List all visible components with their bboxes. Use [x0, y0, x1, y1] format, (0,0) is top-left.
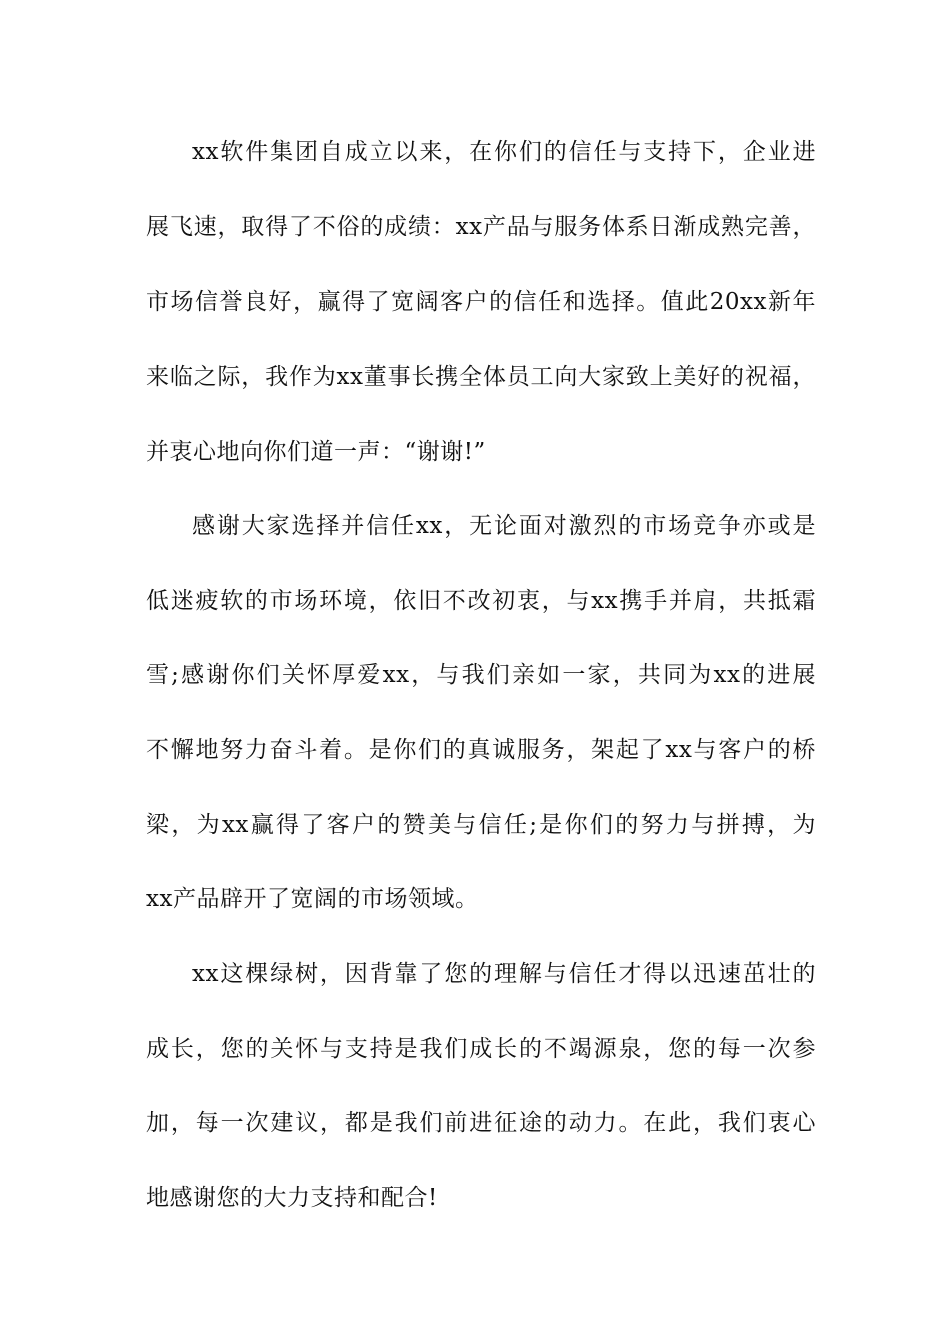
text-line: xx软件集团自成立以来，在你们的信任与支持下，企业进 — [192, 139, 816, 165]
text-line: 并衷心地向你们道一声：“谢谢!” — [146, 439, 486, 465]
text-line: 成长，您的关怀与支持是我们成长的不竭源泉，您的每一次参 — [146, 1036, 816, 1062]
text-line: 市场信誉良好，赢得了宽阔客户的信任和选择。值此20xx新年 — [146, 289, 816, 315]
text-line: 地感谢您的大力支持和配合! — [146, 1185, 438, 1211]
text-line: 加，每一次建议，都是我们前进征途的动力。在此，我们衷心 — [146, 1110, 816, 1136]
text-line: 来临之际，我作为xx董事长携全体员工向大家致上美好的祝福， — [146, 364, 816, 390]
text-line: 梁，为xx赢得了客户的赞美与信任;是你们的努力与拼搏，为 — [146, 812, 816, 838]
text-line: 低迷疲软的市场环境，依旧不改初衷，与xx携手并肩，共抵霜 — [146, 588, 816, 614]
text-line: 不懈地努力奋斗着。是你们的真诚服务，架起了xx与客户的桥 — [146, 737, 816, 763]
text-line: 雪;感谢你们关怀厚爱xx，与我们亲如一家，共同为xx的进展 — [146, 662, 816, 688]
text-line: 感谢大家选择并信任xx，无论面对激烈的市场竞争亦或是 — [192, 513, 816, 539]
text-line: xx产品辟开了宽阔的市场领域。 — [146, 886, 479, 912]
text-line: 展飞速，取得了不俗的成绩：xx产品与服务体系日渐成熟完善， — [146, 214, 816, 240]
text-line: xx这棵绿树，因背靠了您的理解与信任才得以迅速茁壮的 — [192, 961, 816, 987]
